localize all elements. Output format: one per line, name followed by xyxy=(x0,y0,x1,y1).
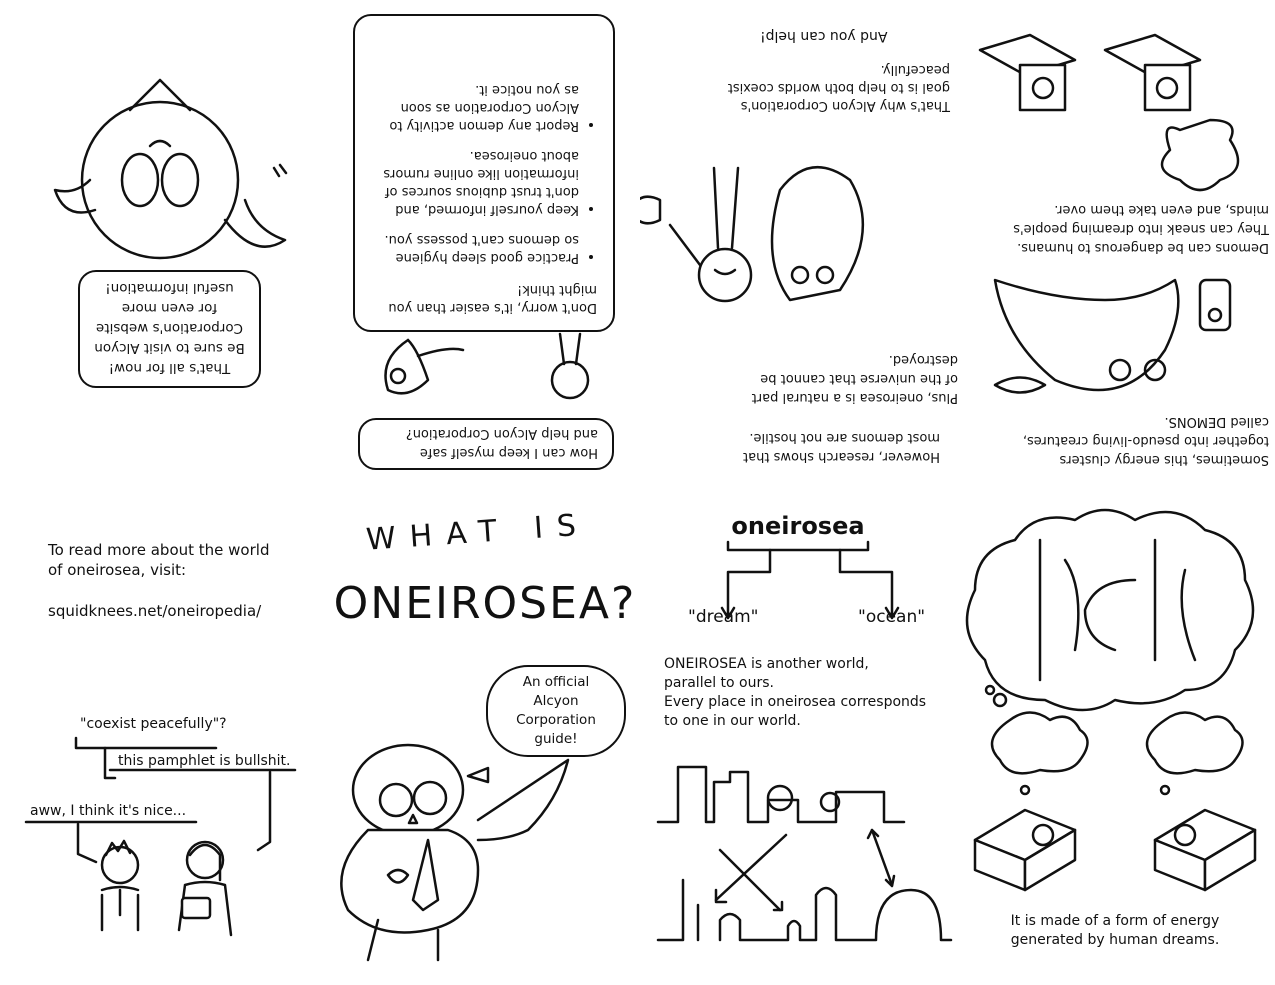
tips-list xyxy=(371,80,597,266)
dream-energy-drawing xyxy=(955,500,1275,910)
word-oneirosea: oneirosea xyxy=(731,512,865,540)
read-more-text: To read more about the world of oneirosea, visit: xyxy=(48,541,270,579)
etym-dream: "dream" xyxy=(688,607,759,627)
etym-ocean: "ocean" xyxy=(858,607,926,627)
panel-outro xyxy=(0,0,318,490)
comic-line-2: this pamphlet is bullshit. xyxy=(118,753,291,769)
help-text: And you can help! xyxy=(760,28,888,44)
comic-line-1: "coexist peacefully"? xyxy=(80,716,227,732)
energy-caption: It is made of a form of energy generated by human dreams. xyxy=(1010,913,1220,948)
panel-energy xyxy=(955,490,1275,985)
title-top: WHAT IS xyxy=(364,507,592,558)
panel-etymology xyxy=(640,490,955,985)
demons-text: Sometimes, this energy clusters together into pseudo-living creatures, called DEMONS. xyxy=(1022,414,1269,467)
dangerous-text: Demons can be dangerous to humans. They can sneak into dreaming people's minds, and even take them over. xyxy=(1013,202,1269,255)
sleeping-beds-upside-drawing xyxy=(955,10,1275,210)
demon-and-human-drawing xyxy=(640,150,955,330)
oneirosea-description: ONEIROSEA is another world, parallel to ours. Every place in oneirosea corresponds to one in our world. xyxy=(664,656,927,729)
not-hostile-text: However, research shows that most demons are not hostile. xyxy=(743,430,940,464)
characters-upside-drawing xyxy=(318,330,640,440)
panel-demons xyxy=(955,0,1275,490)
tip-item: • Practice good sleep hygiene so demons can't possess you. xyxy=(371,230,579,266)
question-bubble: How can I keep myself safe and help Alcyon Corporation? xyxy=(358,418,614,470)
parallel-worlds-drawing xyxy=(640,760,955,950)
owl-mascot-drawing xyxy=(318,720,640,980)
cover-bubble: An official Alcyon Corporation guide! xyxy=(486,665,626,757)
panel-coexist xyxy=(640,0,958,490)
goal-text: That's why Alcyon Corporation's goal is to help both worlds coexist peacefully. xyxy=(727,62,950,113)
wiki-link[interactable]: squidknees.net/oneiropedia/ xyxy=(48,602,262,620)
comic-line-3: aww, I think it's nice... xyxy=(30,803,187,819)
comic-characters-drawing xyxy=(0,720,318,980)
tips-intro: Don't worry, it's easier than you might think! xyxy=(388,282,597,315)
panel-links xyxy=(0,490,318,985)
outro-bubble: That's all for now! Be sure to visit Alcyon Corporation's website for even more useful information! xyxy=(78,270,261,388)
tip-item: • Keep yourself informed, and don't trust dubious sources of information like online rumors about oneirosea. xyxy=(371,146,579,218)
owl-head-drawing xyxy=(0,0,318,490)
demon-fish-upside-drawing xyxy=(955,270,1275,420)
panel-safety-tips xyxy=(318,0,640,490)
title-main: ONEIROSEA? xyxy=(333,578,637,629)
panel-cover xyxy=(318,490,640,985)
tips-bubble xyxy=(353,14,615,332)
tip-item: • Report any demon activity to Alcyon Corporation as soon as you notice it. xyxy=(371,80,579,134)
natural-text: Plus, oneirosea is a natural part of the universe that cannot be destroyed. xyxy=(751,352,958,405)
